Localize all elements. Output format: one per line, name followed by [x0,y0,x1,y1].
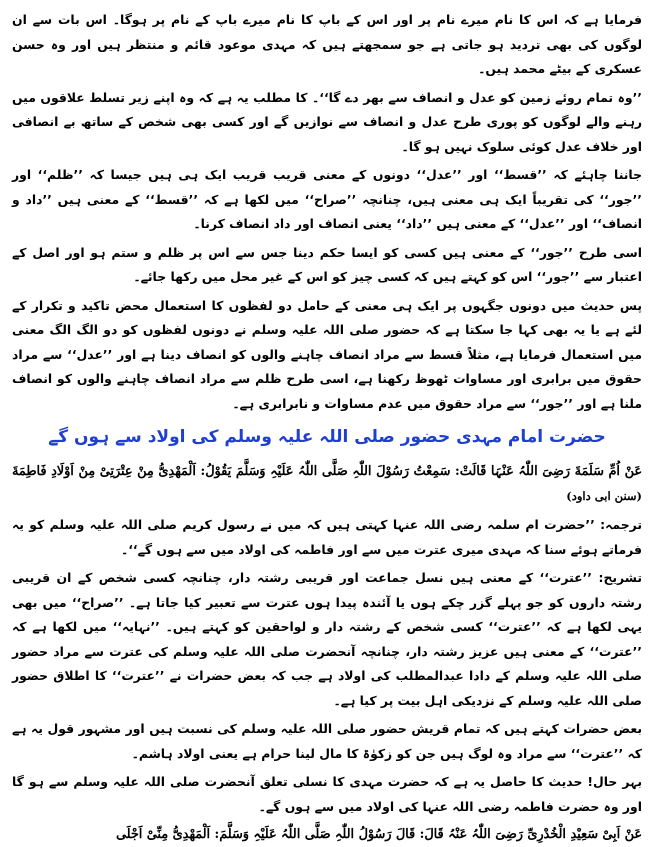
paragraph-explanation: تشریح: ’’عترت‘‘ کے معنی ہیں نسل جماعت اور قریبی رشتہ دار، چنانچہ کسی شخص کے ان قریبی رشتہ داروں کو جو پہلے گزر چکے ہوں یا آئندہ پیدا ہوں عترت سے تعبیر کیا جاتا ہے۔ ’’صراح‘‘ میں بھی یہی لکھا ہے کہ ’’عترت‘‘ کسی شخص کے رشتہ دار و لواحقین کو کہتے ہیں۔ ’’نہایہ‘‘ میں لکھا ہے کہ ’’عترت‘‘ کے معنی ہیں عزیز رشتہ دار، چنانچہ آنحضرت صلی اللہ علیہ وسلم کی عترت سے مراد حضور صلی اللہ علیہ وسلم کے دادا عبدالمطلب کی اولاد ہے جب کہ بعض حضرات نے ’’عترت‘‘ کا اطلاق حضور صلی اللہ علیہ وسلم کے نزدیکی اہل بیت پر کیا ہے۔ [12,570,642,708]
hadith-arabic-text: عَنْ اُمِّ سَلَمَةَ رَضِیَ اللّٰہُ عَنْہَا قَالَتْ: سَمِعْتُ رَسُوْلَ اللّٰہِ صَلَّى اللّٰہُ عَلَیْہِ وَسَلَّمَ یَقُوْلُ: اَلْمَھْدِیُّ مِنْ عِتْرَتِیْ مِنْ اَوْلَادِ فَاطِمَةَ [12,464,642,479]
paragraph-conclusion: بہر حال! حدیث کا حاصل یہ ہے کہ حضرت مہدی کا نسلی تعلق آنحضرت صلی اللہ علیہ وسلم سے ہو گا اور وہ حضرت فاطمہ رضی اللہ عنہا کی اولاد میں سے ہوں گے۔ [12,774,642,814]
paragraph-quraysh: بعض حضرات کہتے ہیں کہ تمام قریش حضور صلی اللہ علیہ وسلم کی نسبت ہیں اور مشہور قول یہ ہے کہ ’’عترت‘‘ سے مراد وہ لوگ ہیں جن کو زکوٰۃ کا مال لینا حرام ہے یعنی اولاد ہاشم۔ [12,721,642,761]
paragraph-justice: ’’وہ تمام روئے زمین کو عدل و انصاف سے بھر دے گا‘‘۔ کا مطلب یہ ہے کہ وہ اپنے زیر تسلط علاقوں میں رہنے والے لوگوں کو پوری طرح عدل و انصاف سے نوازیں گے اور کسی بھی شخص کے ساتھ بے انصافی اور خلاف عدل کوئی سلوک نہیں ہو گا۔ [12,89,642,154]
paragraph-qist-adl: جاننا چاہئے کہ ’’قسط‘‘ اور ’’عدل‘‘ دونوں کے معنی قریب قریب ایک ہی ہیں جیسا کہ ’’ظلم‘‘ اور ’’جور‘‘ کی تقریباً ایک ہی معنی ہیں، چنانچہ ’’صراح‘‘ میں لکھا ہے کہ ’’قسط‘‘ کے معنی ہیں ’’داد و انصاف‘‘ اور ’’عدل‘‘ کے معنی ہیں ’’داد‘‘ یعنی انصاف اور داد انصاف کرنا۔ [12,167,642,231]
paragraph-name-meaning: فرمایا ہے کہ اس کا نام میرے نام پر اور اس کے باپ کا نام میرے باپ کے نام پر ہوگا۔ اس بات سے ان لوگوں کی بھی تردید ہو جاتی ہے جو سمجھتے ہیں کہ مہدی موعود قائم و منتظر ہیں اور وہ حسن عسکری کے بیٹے محمد ہیں۔ [12,12,642,76]
hadith-umm-salama [12,460,642,509]
hadith-source: (سنن ابی داود) [566,489,642,503]
paragraph-jaur: اسی طرح ’’جور‘‘ کے معنی ہیں کسی کو ایسا حکم دینا جس سے اس پر ظلم و ستم ہو اور اصل کے اعتبار سے ’’جور‘‘ اس کو کہتے ہیں کہ کسی چیز کو اس کے غیر محل میں رکھا جائے۔ [12,244,642,284]
section-heading: حضرت امام مہدی حضور صلی اللہ علیہ وسلم کی اولاد سے ہوں گے [48,427,606,447]
paragraph-translation: ترجمہ: ’’حضرت ام سلمہ رضی اللہ عنہا کہتی ہیں کہ میں نے رسول کریم صلی اللہ علیہ وسلم کو یہ فرماتے ہوئے سنا کہ مہدی میری عترت میں سے اور فاطمہ کی اولاد میں سے ہوں گے‘‘۔ [12,517,642,557]
hadith-abu-saeed: عَنْ اَبِیْ سَعِیْدِ الْخُدْرِیِّ رَضِیَ اللّٰہُ عَنْہُ قَالَ: قَالَ رَسُوْلُ اللّٰہِ صَلَّى اللّٰہُ عَلَیْہِ وَسَلَّمَ: اَلْمَھْدِیُّ مِنِّیْ اَجْلَی [115,827,642,842]
paragraph-two-words: پس حدیث میں دونوں جگہوں پر ایک ہی معنی کے حامل دو لفظوں کا استعمال محض تاکید و تکرار کے لئے ہے یا یہ بھی کہا جا سکتا ہے کہ حضور صلی اللہ علیہ وسلم نے دونوں لفظوں کو دو الگ الگ معنی میں استعمال فرمایا ہے، مثلاً قسط سے مراد انصاف چاہنے والوں کو انصاف دینا ہے اور ’’عدل‘‘ سے مراد حقوق میں برابری اور مساوات ٹھوظ رکھنا ہے، اسی طرح ظلم سے مراد انصاف چاہنے والوں کو انصاف ملنا ہے اور ’’جور‘‘ سے مراد حقوق میں عدم مساوات و نابرابری ہے۔ [12,297,642,411]
